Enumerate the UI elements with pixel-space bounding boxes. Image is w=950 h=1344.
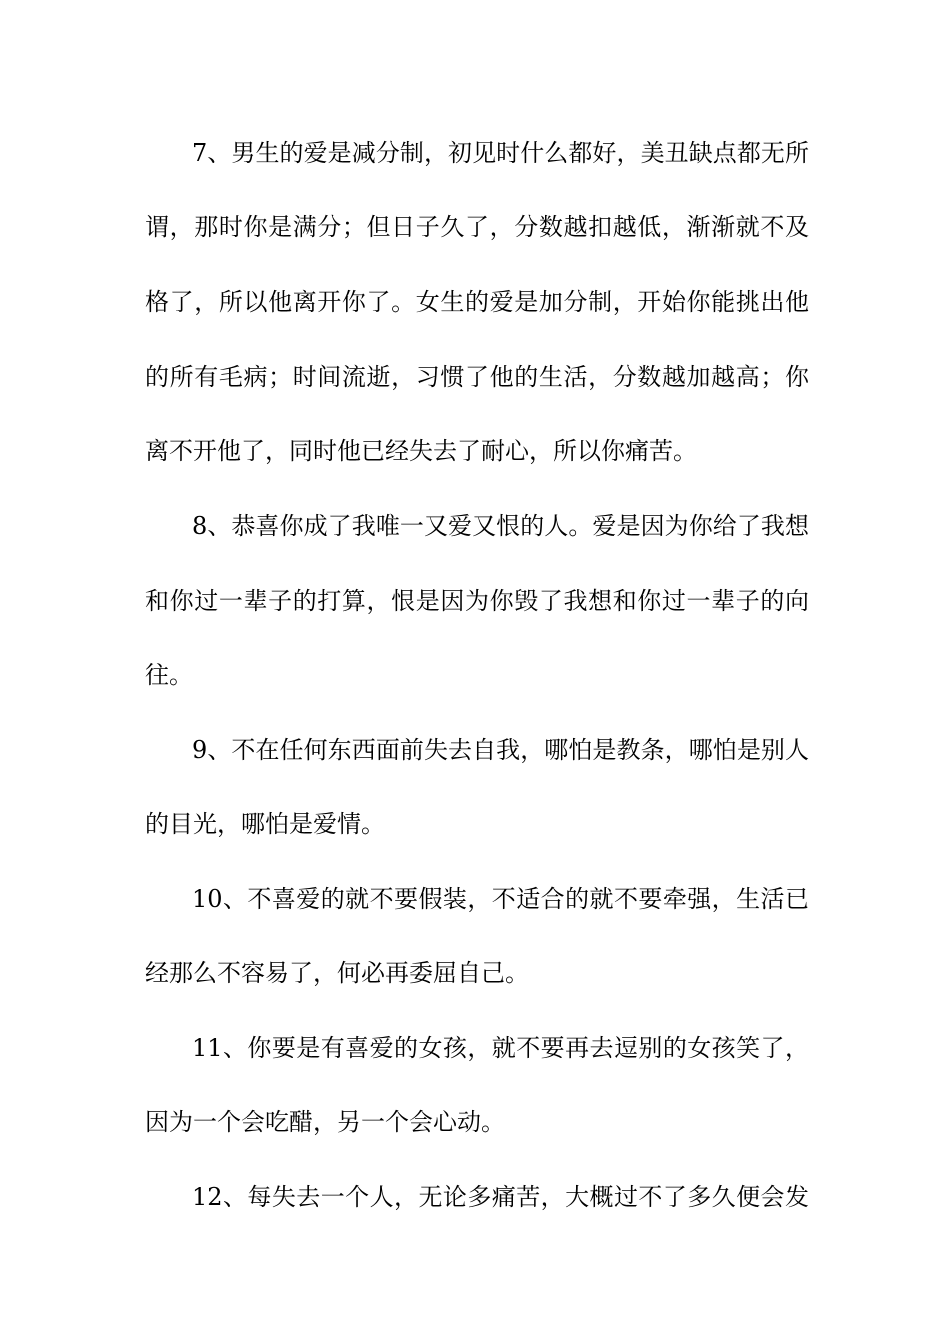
paragraph-line: 离不开他了，同时他已经失去了耐心，所以你痛苦。 [145, 437, 697, 465]
paragraph-line: 7、男生的爱是减分制，初见时什么都好，美丑缺点都无所 [192, 139, 809, 167]
paragraph-line: 12、每失去一个人，无论多痛苦，大概过不了多久便会发 [192, 1183, 809, 1211]
paragraph-line: 10、不喜爱的就不要假装，不适合的就不要牵强，生活已 [192, 885, 809, 913]
paragraph-line: 的所有毛病；时间流逝，习惯了他的生活，分数越加越高；你 [145, 363, 809, 391]
paragraph-line: 9、不在任何东西面前失去自我，哪怕是教条，哪怕是别人 [192, 736, 809, 764]
paragraph-line: 11、你要是有喜爱的女孩，就不要再去逗别的女孩笑了， [192, 1034, 809, 1062]
paragraph-line: 的目光，哪怕是爱情。 [145, 810, 385, 838]
paragraph-line: 经那么不容易了，何必再委屈自己。 [145, 959, 529, 987]
paragraph-line: 8、恭喜你成了我唯一又爱又恨的人。爱是因为你给了我想 [192, 512, 809, 540]
paragraph-line: 谓，那时你是满分；但日子久了，分数越扣越低，渐渐就不及 [145, 213, 809, 241]
paragraph-line: 因为一个会吃醋，另一个会心动。 [145, 1108, 505, 1136]
paragraph-line: 和你过一辈子的打算，恨是因为你毁了我想和你过一辈子的向 [145, 587, 809, 615]
paragraph-line: 格了，所以他离开你了。女生的爱是加分制，开始你能挑出他 [145, 288, 809, 316]
paragraph-line: 往。 [145, 661, 193, 689]
